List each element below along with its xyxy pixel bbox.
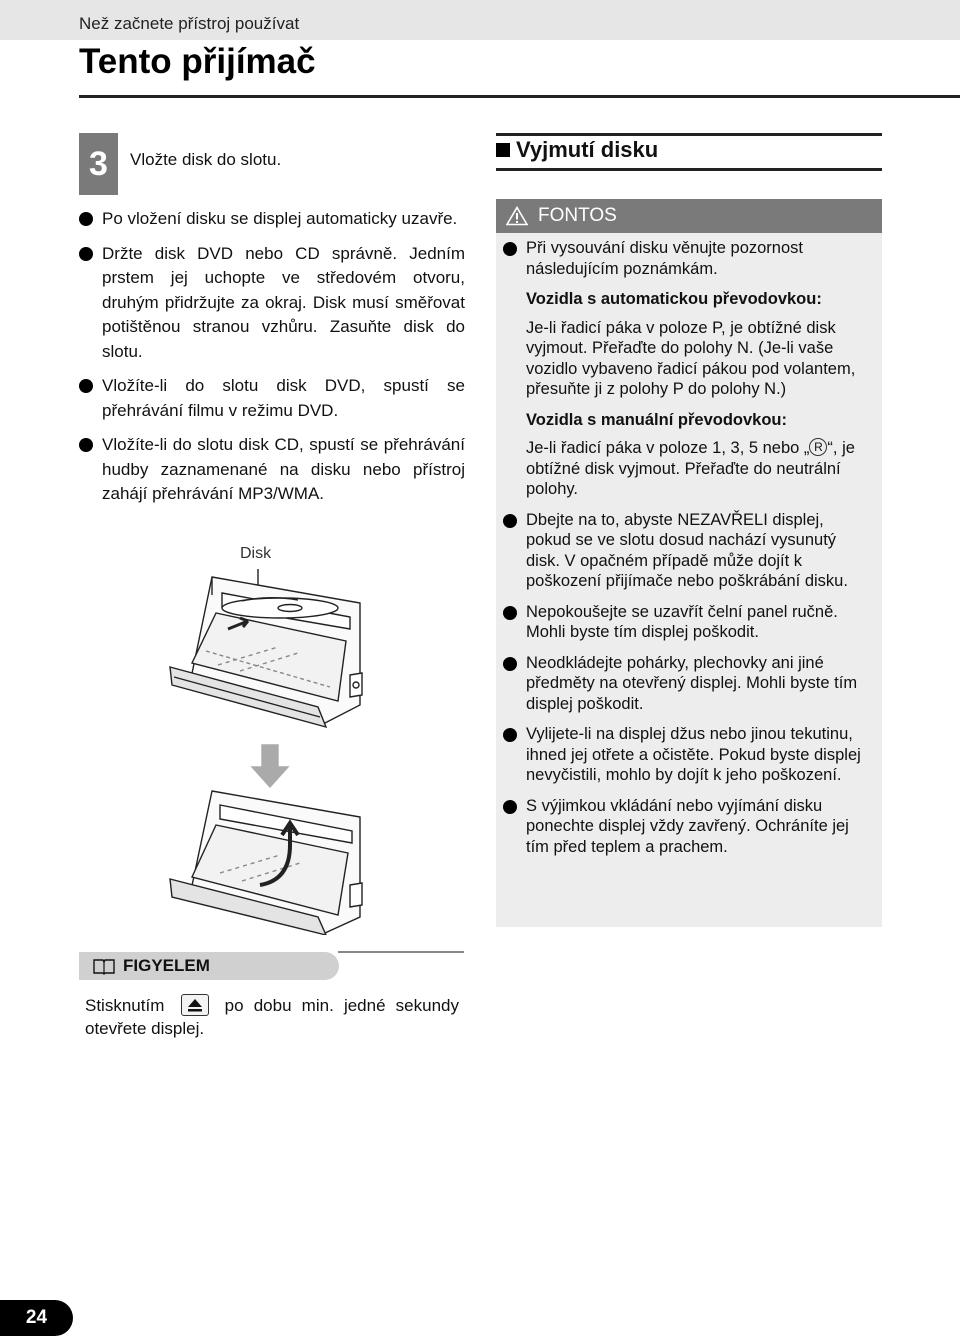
subheading-automatic: Vozidla s automatickou převodovkou: [526,290,822,308]
list-item: Vložíte-li do slotu disk CD, spustí se přehrávání hudby zaznamenané na disku nebo přístroj zahájí přehrávání MP3/WMA. [79,433,465,507]
bullet-icon [503,728,517,742]
list-item: Dbejte na to, abyste NEZAVŘELI displej, pokud se ve slotu dosud nachází vysunutý disk. V opačném případě může dojít k poškození přijímače nebo poškrábání disku. [503,510,873,592]
list-item: Při vysouvání disku věnujte pozornost následujícím poznámkám. [503,238,873,279]
bullet-icon [503,514,517,528]
text-automatic: Je-li řadicí páka v poloze P, je obtížné disk vyjmout. Přeřaďte do polohy N. (Je-li vaše vozidlo vybaveno řadicí pákou pod volantem, přesuňte ji z polohy P do polohy N.) [526,318,856,398]
heading-divider-top [496,133,882,136]
left-bullet-list [79,207,465,517]
section-title: Než začnete přístroj používat [79,14,300,33]
bullet-icon [79,247,93,261]
note-divider [338,951,464,953]
list-item: Držte disk DVD nebo CD správně. Jedním prstem jej uchopte ve středovém otvoru, druhým přidržujte za okraj. Disk musí směřovat potištěnou stranou vzhůru. Zasuňte disk do slotu. [79,242,465,365]
disk-label: Disk [240,545,272,562]
gear-position-symbol: R [809,438,827,456]
title-divider [79,95,960,98]
section-heading: Vyjmutí disku [496,137,658,163]
eject-button-icon [181,994,209,1016]
bullet-icon [79,212,93,226]
square-bullet-icon [496,143,510,157]
note-text: Stisknutím po dobu min. jedné sekundy otevřete displej. [85,995,459,1040]
warning-title: FONTOS [538,205,617,226]
note-title: FIGYELEM [123,956,210,975]
list-item: Vložíte-li do slotu disk DVD, spustí se přehrávání filmu v režimu DVD. [79,374,465,423]
page-title: Tento přijímač [79,42,316,81]
warning-content [503,238,873,867]
heading-divider-bottom [496,168,882,171]
bullet-icon [79,438,93,452]
text-manual: Je-li řadicí páka v poloze 1, 3, 5 nebo „ R “, je obtížné disk vyjmout. Přeřaďte do neutrální polohy. [526,439,855,498]
list-item: Vylijete-li na displej džus nebo jinou tekutinu, ihned jej otřete a očistěte. Pokud byste displej nevyčistili, mohlo by dojít k jeho poškození. [503,724,873,786]
list-item: Neodkládejte pohárky, plechovky ani jiné předměty na otevřený displej. Mohli byste tím displej poškodit. [503,653,873,715]
bullet-icon [503,242,517,256]
list-item: Nepokoušejte se uzavřít čelní panel ručně. Mohli byste tím displej poškodit. [503,602,873,643]
bullet-icon [79,379,93,393]
step-number: 3 [79,133,118,195]
disk-insertion-illustration [150,555,390,935]
warning-header [496,199,882,233]
step-text: Vložte disk do slotu. [130,150,282,169]
list-item: Po vložení disku se displej automaticky uzavře. [79,207,465,232]
warning-icon [506,206,528,226]
page-number: 24 [0,1300,73,1336]
bullet-icon [503,657,517,671]
bullet-icon [503,606,517,620]
list-item: S výjimkou vkládání nebo vyjímání disku ponechte displej vždy zavřený. Ochráníte jej tím před teplem a prachem. [503,796,873,858]
note-header [79,952,339,980]
bullet-icon [503,800,517,814]
subheading-manual: Vozidla s manuální převodovkou: [526,410,787,429]
book-icon [93,957,115,975]
